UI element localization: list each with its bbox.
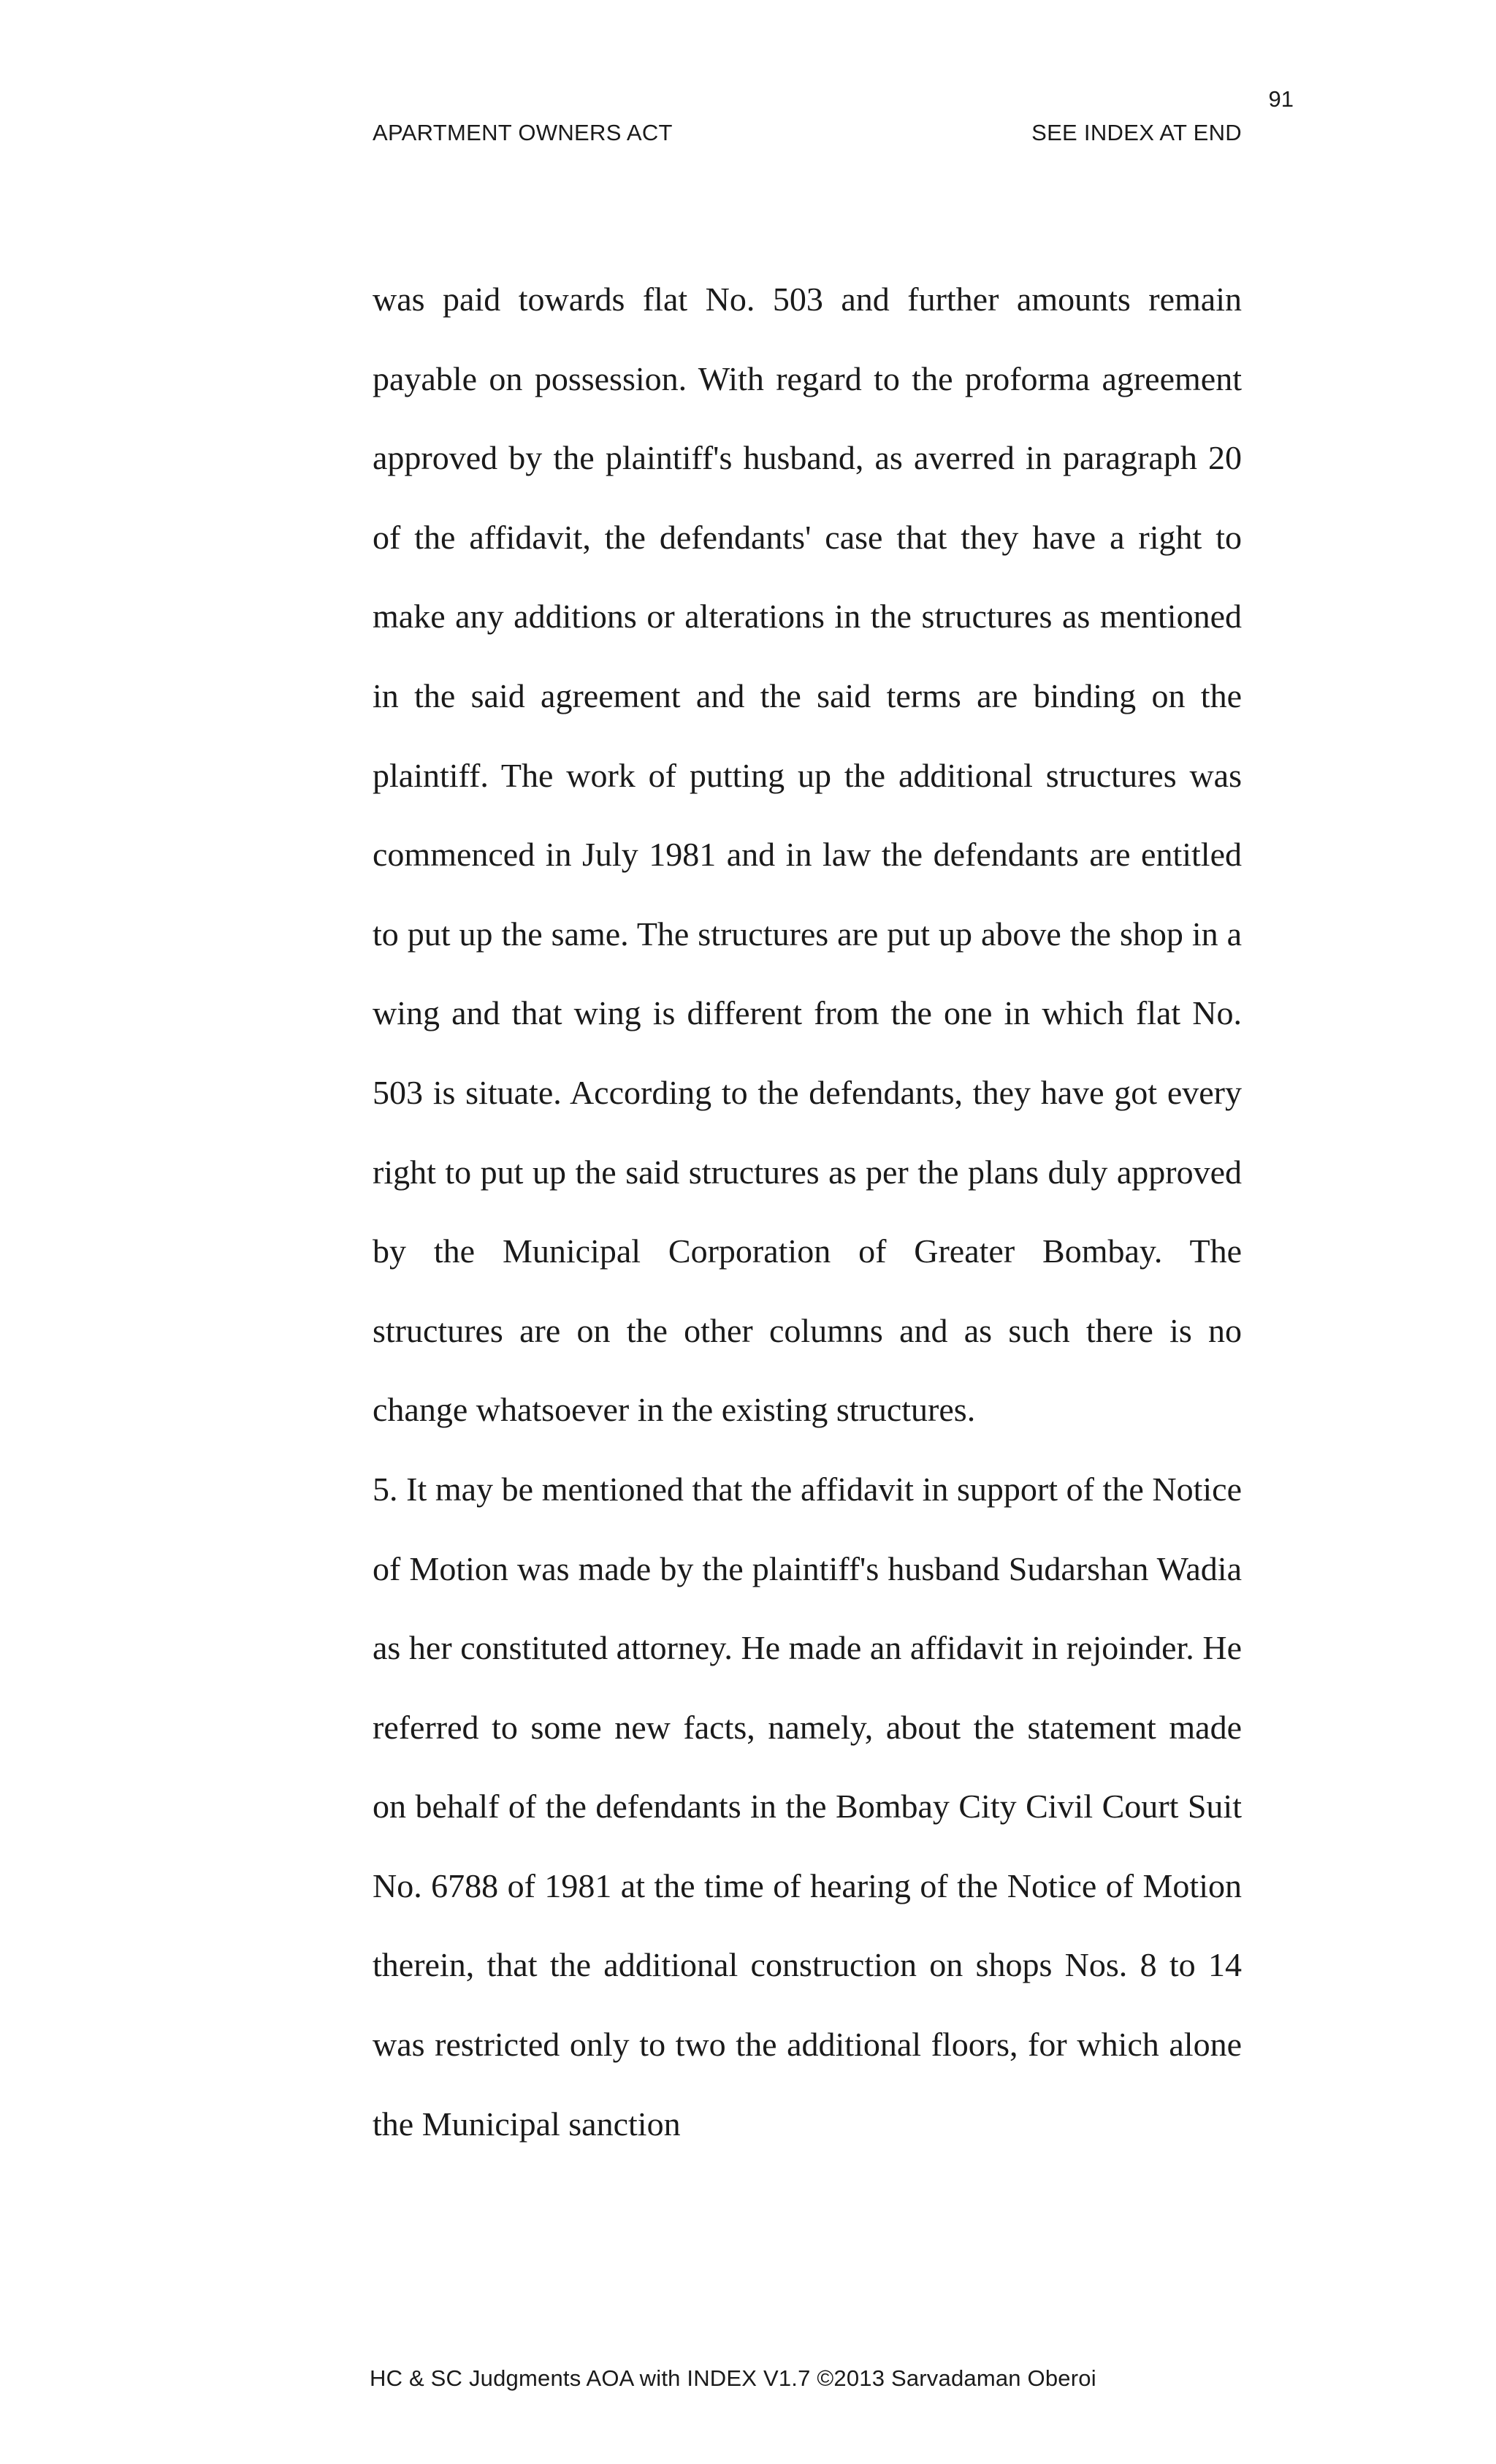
page-number: 91 — [1268, 86, 1294, 112]
running-header-index-note: SEE INDEX AT END — [1031, 120, 1242, 145]
paragraph-continued: was paid towards flat No. 503 and further amounts remain payable on possession. With regard to the proforma agreement approved by the plaintiff's husband, as averred in paragraph 20 of the affidavit, the defendants' case that they have a right to make any additions or alterations in the structures as mentioned in the said agreement and the said terms are binding on the plaintiff. The work of putting up the additional structures was commenced in July 1981 and in law the defendants are entitled to put up the same. The structures are put up above the shop in a wing and that wing is different from the one in which flat No. 503 is situate. According to the defendants, they have got every right to put up the said structures as per the plans duly approved by the Municipal Corporation of Greater Bombay. The structures are on the other columns and as such there is no change whatsoever in the existing structures. — [373, 281, 1242, 1429]
running-header-title: APARTMENT OWNERS ACT — [373, 120, 673, 145]
judgment-body-text — [373, 260, 1242, 2164]
page-footer: HC & SC Judgments AOA with INDEX V1.7 ©2013 Sarvadaman Oberoi — [370, 2365, 1096, 2391]
paragraph-5: 5. It may be mentioned that the affidavit in support of the Notice of Motion was made by the plaintiff's husband Sudarshan Wadia as her constituted attorney. He made an affidavit in rejoinder. He referred to some new facts, namely, about the statement made on behalf of the defendants in the Bombay City Civil Court Suit No. 6788 of 1981 at the time of hearing of the Notice of Motion therein, that the additional construction on shops Nos. 8 to 14 was restricted only to two the additional floors, for which alone the Municipal sanction — [373, 1470, 1242, 2143]
